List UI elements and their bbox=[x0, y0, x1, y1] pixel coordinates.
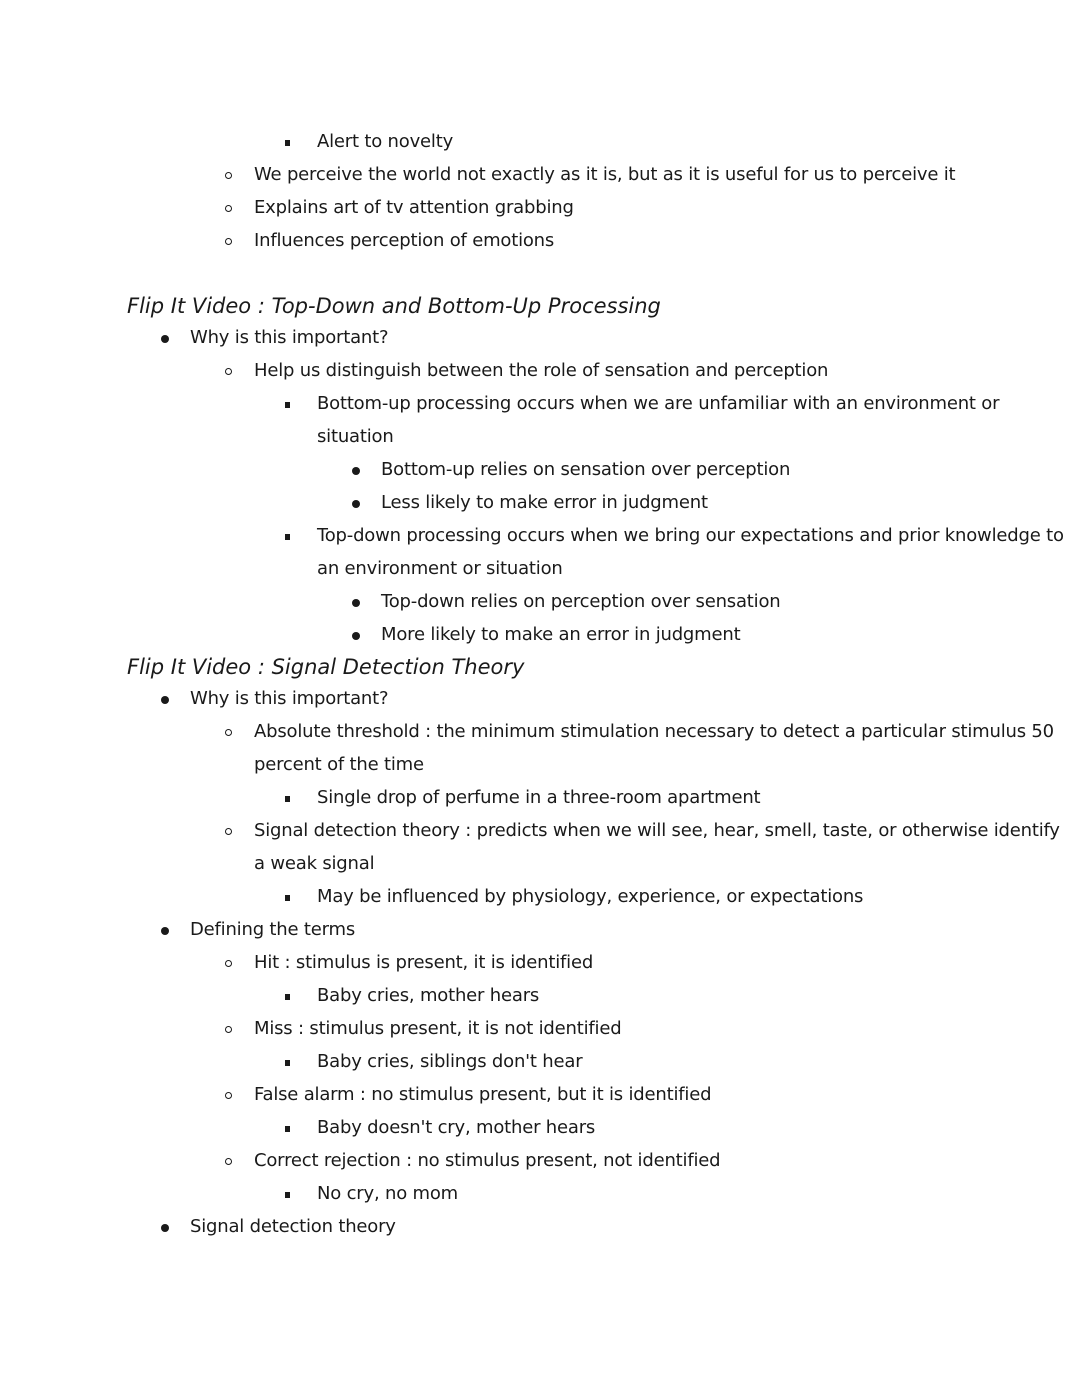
list-item-l4: Bottom-up relies on sensation over perception bbox=[381, 459, 791, 480]
square-bullet-icon bbox=[285, 796, 290, 802]
term-definition: Hit : stimulus is present, it is identified bbox=[254, 952, 594, 973]
list-item-l2: Signal detection theory : predicts when we will see, hear, smell, taste, or otherwise identify bbox=[254, 820, 1060, 841]
list-item-l4: Top-down relies on perception over sensation bbox=[381, 591, 781, 612]
list-item-l3: Top-down processing occurs when we bring our expectations and prior knowledge to bbox=[317, 525, 1064, 546]
list-item-l3: Bottom-up processing occurs when we are unfamiliar with an environment or bbox=[317, 393, 1000, 414]
term-definition: Correct rejection : no stimulus present, not identified bbox=[254, 1150, 721, 1171]
square-bullet-icon bbox=[285, 140, 290, 146]
list-item-l3: Single drop of perfume in a three-room apartment bbox=[317, 787, 761, 808]
circle-bullet-icon bbox=[225, 1026, 232, 1033]
list-item-l2: We perceive the world not exactly as it is, but as it is useful for us to perceive it bbox=[254, 164, 956, 185]
list-item-l2: Absolute threshold : the minimum stimulation necessary to detect a particular stimulus 50 bbox=[254, 721, 1054, 742]
list-item-l1: Why is this important? bbox=[190, 688, 389, 709]
list-item-l1: Why is this important? bbox=[190, 327, 389, 348]
list-item-l2: Explains art of tv attention grabbing bbox=[254, 197, 574, 218]
list-item-l1: Signal detection theory bbox=[190, 1216, 396, 1237]
list-item-l3: Alert to novelty bbox=[317, 131, 454, 152]
disc-bullet-icon bbox=[161, 696, 169, 704]
disc-bullet-icon bbox=[161, 1224, 169, 1232]
square-bullet-icon bbox=[285, 1192, 290, 1198]
disc-bullet-icon bbox=[352, 632, 360, 640]
term-example: Baby cries, siblings don't hear bbox=[317, 1051, 583, 1072]
term-example: Baby doesn't cry, mother hears bbox=[317, 1117, 596, 1138]
square-bullet-icon bbox=[285, 1126, 290, 1132]
circle-bullet-icon bbox=[225, 960, 232, 967]
section-title-processing: Flip It Video : Top-Down and Bottom-Up Processing bbox=[127, 294, 661, 318]
circle-bullet-icon bbox=[225, 729, 232, 736]
disc-bullet-icon bbox=[352, 599, 360, 607]
list-item-l3-continued: an environment or situation bbox=[317, 558, 563, 579]
disc-bullet-icon bbox=[161, 927, 169, 935]
square-bullet-icon bbox=[285, 994, 290, 1000]
list-item-l1: Defining the terms bbox=[190, 919, 356, 940]
circle-bullet-icon bbox=[225, 368, 232, 375]
circle-bullet-icon bbox=[225, 1092, 232, 1099]
circle-bullet-icon bbox=[225, 205, 232, 212]
term-example: Baby cries, mother hears bbox=[317, 985, 540, 1006]
term-definition: False alarm : no stimulus present, but it is identified bbox=[254, 1084, 712, 1105]
list-item-l3-continued: situation bbox=[317, 426, 394, 447]
square-bullet-icon bbox=[285, 895, 290, 901]
square-bullet-icon bbox=[285, 534, 290, 540]
term-definition: Miss : stimulus present, it is not identified bbox=[254, 1018, 622, 1039]
disc-bullet-icon bbox=[161, 335, 169, 343]
list-item-l3: May be influenced by physiology, experience, or expectations bbox=[317, 886, 864, 907]
square-bullet-icon bbox=[285, 402, 290, 408]
circle-bullet-icon bbox=[225, 238, 232, 245]
list-item-l2: Influences perception of emotions bbox=[254, 230, 555, 251]
list-item-l2: Help us distinguish between the role of sensation and perception bbox=[254, 360, 829, 381]
square-bullet-icon bbox=[285, 1060, 290, 1066]
circle-bullet-icon bbox=[225, 828, 232, 835]
list-item-l2-continued: a weak signal bbox=[254, 853, 375, 874]
list-item-l2-continued: percent of the time bbox=[254, 754, 424, 775]
circle-bullet-icon bbox=[225, 1158, 232, 1165]
disc-bullet-icon bbox=[352, 467, 360, 475]
term-example: No cry, no mom bbox=[317, 1183, 459, 1204]
list-item-l4: Less likely to make error in judgment bbox=[381, 492, 708, 513]
list-item-l4: More likely to make an error in judgment bbox=[381, 624, 741, 645]
section-title-signal-detection: Flip It Video : Signal Detection Theory bbox=[127, 655, 525, 679]
disc-bullet-icon bbox=[352, 500, 360, 508]
circle-bullet-icon bbox=[225, 172, 232, 179]
